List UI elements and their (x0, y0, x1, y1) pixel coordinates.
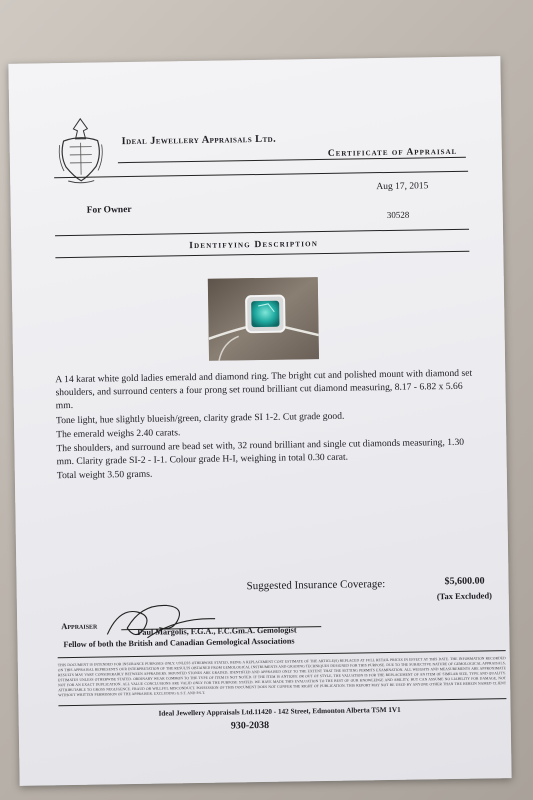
appraiser-fellowship: Fellow of both the British and Canadian Gemological Associations (63, 636, 295, 650)
appraisal-certificate (8, 56, 511, 786)
disclaimer-text: THIS DOCUMENT IS INTENDED FOR INSURANCE PURPOSES ONLY. UNLESS OTHERWISE STATED, BEING A REPLACEMENT COST ESTIMATE OF THE ARTICLE(S) REPLACED AT FULL RETAIL PRICES IN EFFECT AT THIS DATE. THE INFORMATION RECORDED ON THIS APPRAISAL REPRESENTS OUR INTERPRETATION OF THE RESULTS OBTAINED FROM GEMOLOGICAL INSTRUMENTS AND GRADING TECHNIQUES DESIGNED FOR THIS PURPOSE. DUE TO THE SUBJECTIVE NATURE OF GEMOLOGICAL APPRAISALS, RESULTS MAY VARY CONSIDERABLY BETWEEN APPRAISERS. MOUNTED STONES ARE GRADED, IDENTIFIED AND APPRAISED ONLY TO THE EXTENT THAT THE SETTING PERMITS EXAMINATION. ALL WEIGHTS AND MEASUREMENTS ARE APPROXIMATE ESTIMATES UNLESS OTHERWISE STATED. ORDINARY WEAR COMMON TO THE TYPE OF ITEM IS NOT NOTED. IF THE ITEM IS ANTIQUE OR OUT OF STYLE, THE VALUATION IS FOR THE REPLACEMENT OF AN ITEM OF SIMILAR SIZE, TYPE AND QUALITY. NOT FOR AN EXACT DUPLICATION. ALL VALUE CONCLUSIONS ARE VALID ONLY FOR THE PURPOSE STATED. WE HAVE MADE THIS EVALUATION TO THE BEST OF OUR KNOWLEDGE AND ABILITY, BUT CAN ASSUME NO LIABILITY FOR DAMAGE, NOT ATTRIBUTABLE TO GROSS NEGLIGENCE. FRAUD OR WILLFUL MISCONDUCT. POSSESSION OF THIS DOCUMENT DOES NOT CONFER THE RIGHT OF PUBLICATION. THIS REPORT MAY NOT BE USED BY ANYONE OTHER THAN THE HEREIN NAMED CLIENT WITHOUT WRITTEN PERMISSION OF THE APPRAISER. EXCLUDING G.S.T. AND P.S.T. (57, 656, 507, 698)
coat-of-arms-icon (57, 114, 104, 185)
tax-note: (Tax Excluded) (436, 590, 493, 602)
appraisal-date: Aug 17, 2015 (376, 181, 429, 193)
owner-label: For Owner (86, 204, 132, 216)
description-line: Total weight 3.50 grams. (56, 469, 153, 482)
reference-number: 30528 (386, 209, 410, 220)
footer-phone: 930-2038 (230, 719, 270, 732)
footer-address: Ideal Jewellery Appraisals Ltd.11420 - 142 Street, Edmonton Alberta T5M 1V1 (158, 705, 401, 718)
description-line: A 14 karat white gold ladies emerald and diamond ring. The bright cut and polished mount with diamond set shoulders, and surround centers a four prong set round brilliant cut diamond measuring, 8.17 - 6.82 x 5.66 mm. (55, 367, 473, 412)
appraiser-label: Appraiser (61, 620, 98, 632)
disclaimer-divider-bottom (58, 698, 506, 706)
header-divider-lower (54, 171, 468, 179)
coverage-value: $5,600.00 (444, 575, 485, 588)
identifying-description-title: Identifying Description (189, 239, 319, 252)
description-line: The shoulders, and surround are bead set with, 32 round brilliant and single cut diamonds measuring, 1.30 mm. Clarity grade SI-2 - I-1. Colour grade H-I, weighing in total 0.30 carat. (56, 436, 465, 468)
coverage-label: Suggested Insurance Coverage: (246, 578, 386, 593)
company-name: Ideal Jewellery Appraisals Ltd. (121, 133, 277, 148)
section-divider-bottom (55, 251, 469, 259)
ring-image-icon (208, 277, 319, 361)
appraiser-name: Paul Margolis, F.G.A., F.C.Gm.A. Gemologist (137, 625, 297, 637)
header-divider (118, 157, 466, 163)
item-description (55, 367, 477, 484)
certificate-title: Certificate of Appraisal (327, 146, 458, 159)
description-line: Tone light, hue slightly blueish/green, clarity grade SI 1-2. Cut grade good. (55, 410, 345, 426)
description-line: The emerald weighs 2.40 carats. (56, 427, 181, 441)
section-divider-top (55, 229, 469, 237)
emerald-ring-photo (208, 277, 319, 361)
